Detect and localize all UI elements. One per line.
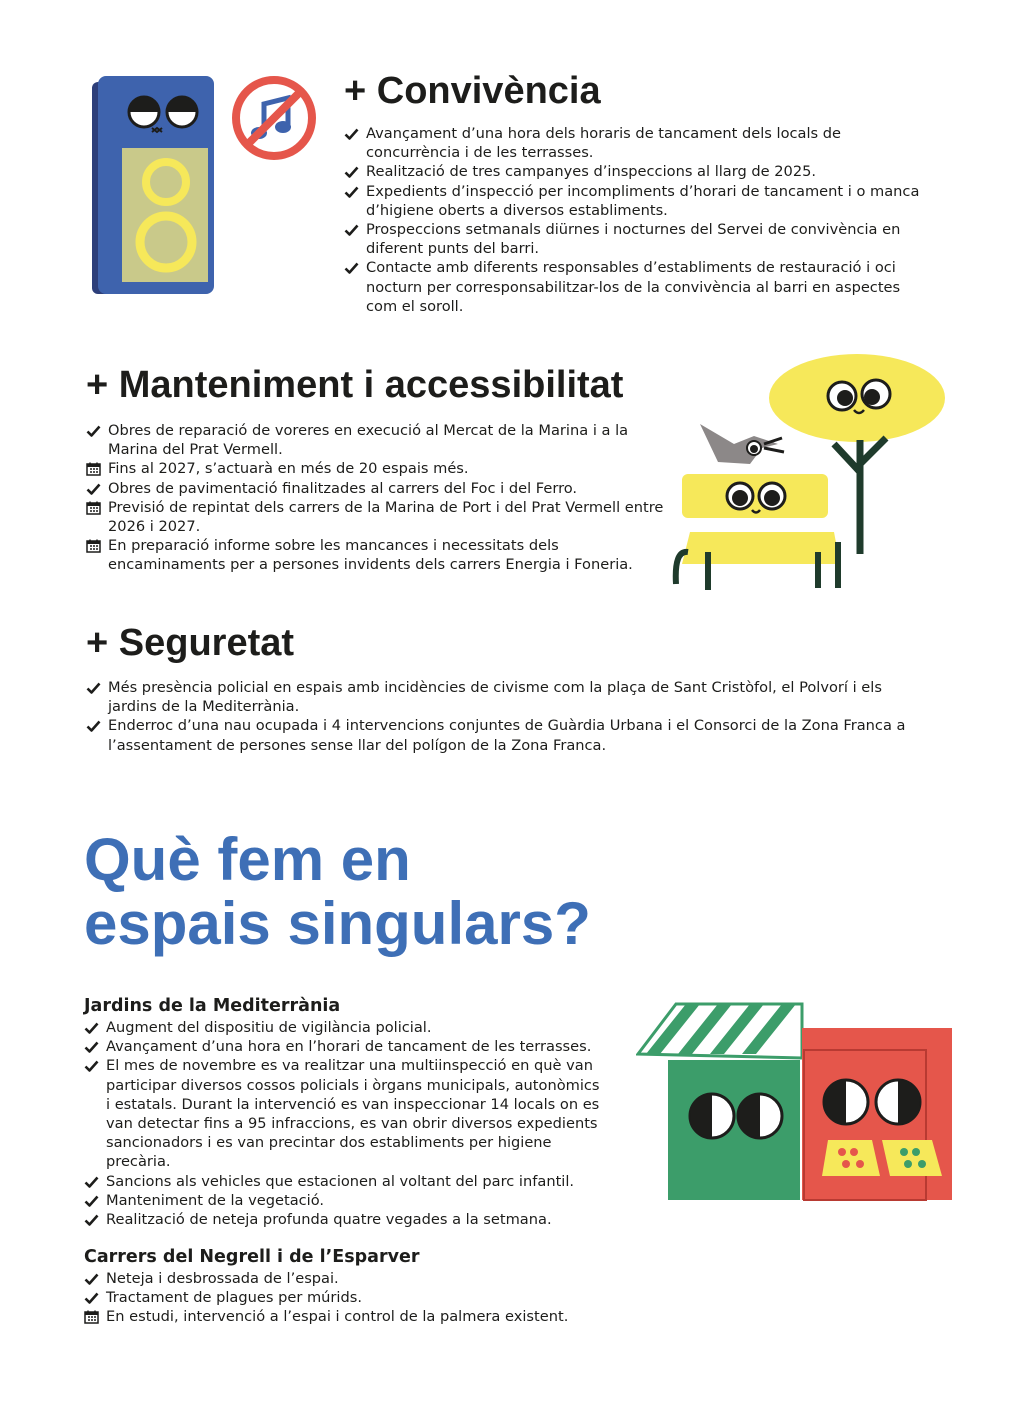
- calendar-icon: [86, 462, 101, 476]
- list-item: [84, 1288, 606, 1307]
- list-item: [344, 220, 928, 258]
- item-list: [84, 1269, 606, 1327]
- list-item: [84, 1018, 606, 1037]
- section-seguretat: [86, 624, 912, 755]
- check-icon: [84, 1059, 99, 1073]
- list-item-text: Augment del dispositiu de vigilància policial.: [106, 1019, 432, 1036]
- check-icon: [344, 185, 359, 199]
- list-item-text: Avançament d’una hora dels horaris de tancament dels locals de concurrència i de les terrasses.: [366, 125, 842, 162]
- list-item: [84, 1056, 606, 1171]
- check-icon: [84, 1291, 99, 1305]
- list-item-text: Sancions als vehicles que estacionen al voltant del parc infantil.: [106, 1172, 575, 1190]
- list-item: [86, 716, 912, 754]
- check-icon: [86, 482, 101, 496]
- list-item-text: Neteja i desbrossada de l’espai.: [106, 1270, 339, 1287]
- calendar-icon: [84, 1310, 99, 1324]
- check-icon: [84, 1040, 99, 1054]
- list-item-text: Previsió de repintat dels carrers de la Marina de Port i del Prat Vermell entre 2026 i 2027.: [108, 498, 664, 536]
- check-icon: [344, 127, 359, 141]
- list-item: [84, 1210, 606, 1229]
- list-item: [84, 1307, 606, 1326]
- list-item-text: Avançament d’una hora en l’horari de tancament de les terrasses.: [106, 1038, 592, 1056]
- section-manteniment: [86, 366, 664, 575]
- list-item-text: Expedients d’inspecció per incompliments d’horari de tancament i o manca d’higiene oberts a diversos establiments.: [366, 182, 920, 219]
- list-item: [344, 162, 928, 181]
- list-item: [86, 498, 664, 536]
- check-icon: [344, 261, 359, 275]
- list-item: [344, 124, 928, 162]
- check-icon: [86, 424, 101, 438]
- espais-heading: [84, 828, 591, 956]
- heading-line-1: Què fem en: [84, 826, 411, 893]
- section-title: + Manteniment i accessibilitat: [86, 364, 624, 406]
- check-icon: [84, 1272, 99, 1286]
- check-icon: [84, 1213, 99, 1227]
- list-item-text: Manteniment de la vegetació.: [106, 1191, 325, 1209]
- list-item-text: Obres de reparació de voreres en execució al Mercat de la Marina i a la Marina del Prat Vermell.: [108, 422, 629, 459]
- item-list: [344, 124, 928, 316]
- space-title: Carrers del Negrell i de l’Esparver: [84, 1247, 420, 1267]
- list-item: [84, 1037, 606, 1056]
- list-item-text: En estudi, intervenció a l’espai i control de la palmera existent.: [106, 1308, 569, 1326]
- check-icon: [84, 1194, 99, 1208]
- market-stalls-illustration: [636, 998, 958, 1210]
- section-title: + Convivència: [344, 70, 601, 112]
- list-item: [84, 1172, 606, 1191]
- check-icon: [86, 681, 101, 695]
- list-item: [344, 258, 928, 316]
- list-item-text: Realització de tres campanyes d’inspeccions al llarg de 2025.: [366, 163, 817, 181]
- list-item-text: Més presència policial en espais amb incidències de civisme com la plaça de Sant Cristòfol, el Polvorí i els jardins de la Mediterrània.: [108, 679, 882, 716]
- calendar-icon: [86, 539, 101, 553]
- list-item: [84, 1269, 606, 1288]
- list-item: [86, 536, 664, 574]
- list-item-text: Obres de pavimentació finalitzades al carrers del Foc i del Ferro.: [108, 479, 578, 497]
- item-list: [86, 678, 912, 755]
- item-list: [84, 1018, 606, 1229]
- space-negrell: [84, 1247, 606, 1327]
- check-icon: [86, 719, 101, 733]
- space-jardins: [84, 996, 606, 1229]
- list-item: [86, 421, 664, 459]
- list-item: [86, 459, 664, 478]
- list-item-text: En preparació informe sobre les mancances i necessitats dels encaminaments per a persones invidents dels carrers Energia i Foneria.: [108, 537, 633, 574]
- item-list: [86, 421, 664, 575]
- list-item-text: Fins al 2027, s’actuarà en més de 20 espais més.: [108, 460, 469, 478]
- list-item: [86, 678, 912, 716]
- list-item-text: Contacte amb diferents responsables d’establiments de restauració i oci nocturn per corresponsabilitzar-los de la convivència al barri en aspectes com el soroll.: [366, 259, 901, 315]
- space-title: Jardins de la Mediterrània: [84, 996, 341, 1016]
- section-title: + Seguretat: [86, 622, 295, 664]
- check-icon: [344, 223, 359, 237]
- check-icon: [84, 1021, 99, 1035]
- list-item: [344, 182, 928, 220]
- check-icon: [84, 1175, 99, 1189]
- heading-line-2: espais singulars?: [84, 890, 591, 957]
- bench-tree-illustration: [672, 352, 952, 597]
- section-convivencia: [344, 72, 928, 316]
- list-item: [84, 1191, 606, 1210]
- list-item-text: Tractament de plagues per múrids.: [106, 1289, 362, 1307]
- list-item-text: Enderroc d’una nau ocupada i 4 intervencions conjuntes de Guàrdia Urbana i el Consorci de la Zona Franca a l’assentament de persones sense llar del polígon de la Zona Franca.: [108, 717, 906, 754]
- calendar-icon: [86, 501, 101, 515]
- list-item-text: Prospeccions setmanals diürnes i nocturnes del Servei de convivència en diferent punts del barri.: [366, 221, 901, 258]
- list-item-text: Realització de neteja profunda quatre vegades a la setmana.: [106, 1211, 552, 1229]
- check-icon: [344, 165, 359, 179]
- list-item-text: El mes de novembre es va realitzar una multiinspecció en què van participar diversos cossos policials i òrgans municipals, autonòmics i estatals. Durant la intervenció es van inspeccionar 14 locals on es van detectar fins a 95 infraccions, es van obrir diversos expedients sancionadors i es van precintar dos establiments per higiene precària.: [106, 1057, 600, 1171]
- no-music-icon: [230, 74, 318, 162]
- list-item: [86, 479, 664, 498]
